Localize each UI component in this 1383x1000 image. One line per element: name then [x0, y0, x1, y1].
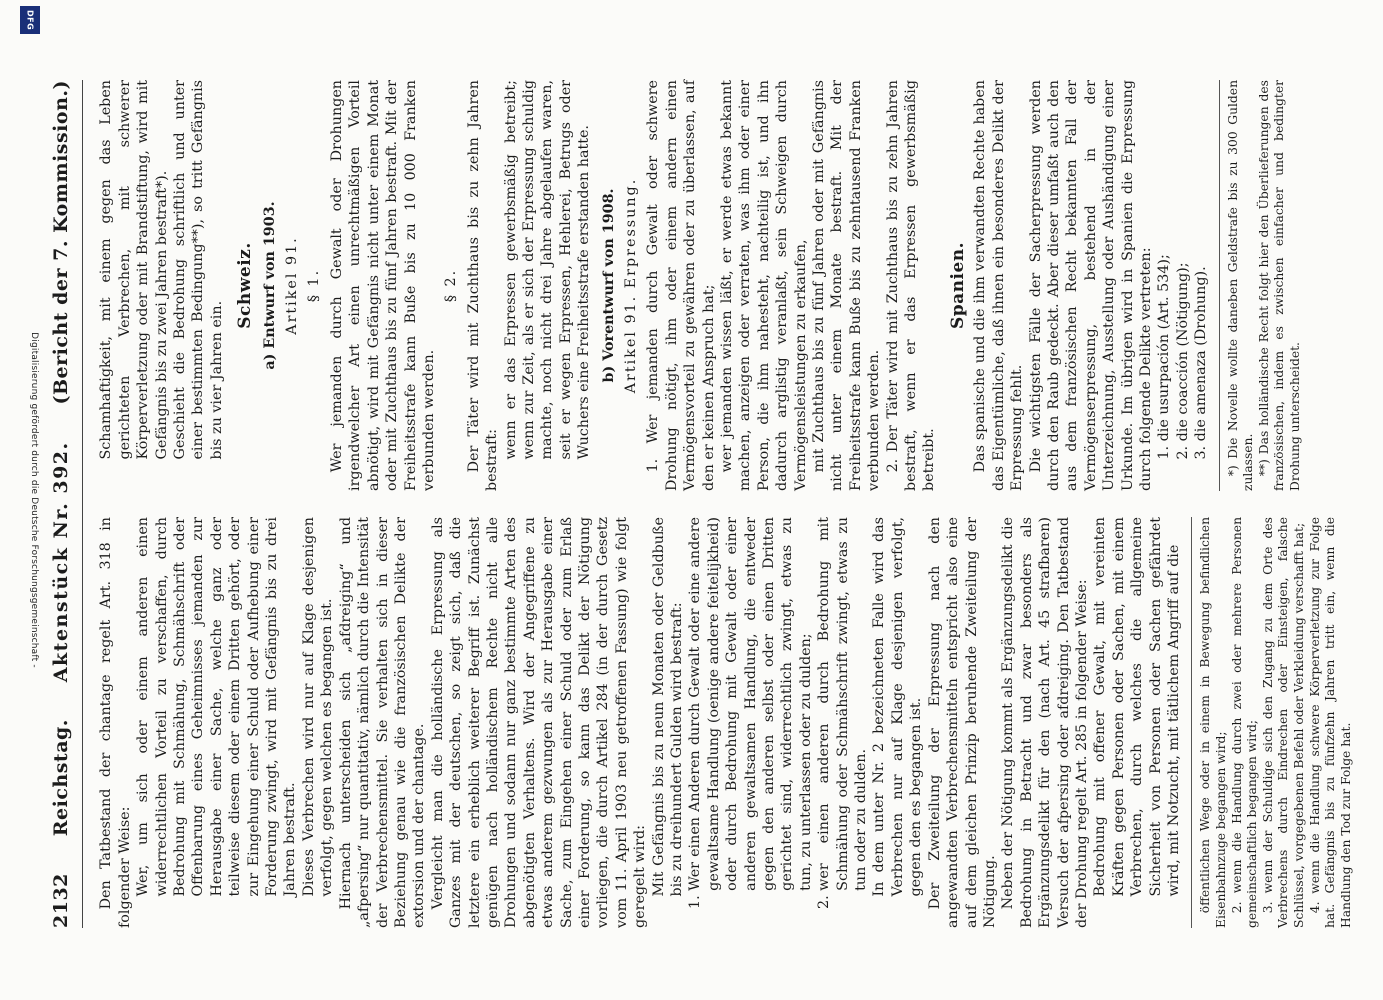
- page-header: [52, 80, 83, 928]
- list-item: 2. wer einen anderen durch Bedrohung mit Schmähung oder Schmähschrift zwingt, etwas zu tun oder zu dulden.: [815, 517, 870, 891]
- paragraph: wer jemanden wissen läßt, er werde etwas bekannt machen, anzeigen oder verraten, was ihm oder einer Person, die ihm nahesteht, nachteilig ist, und ihn dadurch arglistig veranlaßt, sein Schweigen durch Vermögensleistungen zu erkaufen,: [719, 80, 809, 491]
- header-left: Reichstag.: [50, 719, 72, 837]
- subheading-entwurf-1903: a) Entwurf von 1903.: [261, 201, 278, 370]
- paragraph: Den Tatbestand der chantage regelt Art. 318 in folgender Weise:: [98, 517, 133, 928]
- quoted-law: wenn er das Erpressen gewerbsmäßig betreibt; wenn zur Zeit, als er sich der Erpressung schuldig machte, noch nicht drei Jahre abgelaufen waren, seit er wegen Erpressen, Hehlerei, Betrugs oder Wuchers eine Freiheitsstrafe erstanden hatte.: [502, 80, 593, 460]
- article-label: Artikel 91. Erpressung.: [622, 177, 639, 394]
- paragraph: Wer jemanden durch Gewalt oder Drohungen irgendwelcher Art einen unrechtmäßigen Vorteil abnötigt, wird mit Gefängnis nicht unter einem Monat oder mit Zuchthaus bis zu fünf Jahren bestraft. Mit der Freiheitsstrafe kann Buße bis zu 10 000 Franken verbunden werden.: [328, 80, 437, 491]
- quoted-law: Geschieht die Bedrohung schriftlich und unter einer bestimmten Bedingung**), so tritt Gefängnis bis zu vier Jahren ein.: [172, 80, 225, 460]
- paragraph: Vergleicht man die holländische Erpressung als Ganzes mit der deutschen, so zeigt sich, daß die letztere ein erheblich weiterer Begriff ist. Zunächst genügen nach holländischem Rechte nicht alle Drohungen und sodann nur ganz bestimmte Arten des abgenötigten Verhaltens. Wird der Angegriffene zu etwas anderem gezwungen als zur Herausgabe einer Sache, zum Eingehen einer Schuld oder zum Erlaß einer Forderung, so kann das Delikt der Nötigung vorliegen, die durch Artikel 284 (in der durch Gesetz vom 11. April 1903 neu getroffenen Fassung) wie folgt geregelt wird:: [429, 517, 649, 928]
- footnote: 3. wenn der Schuldige sich den Zugang zu dem Orte des Verbrechens durch Eindrechen oder Einsteigen, falsche Schlüssel, vorgegebenen Befehl oder Verkleidung verschafft hat;: [1260, 517, 1306, 928]
- list-item: 3. die amenaza (Drohung).: [1193, 266, 1210, 460]
- paragraph: Der Zweiteilung der Erpressung nach den angewandten Verbrechensmitteln entspricht also eine auf dem gleichen Prinzip beruhende Zweiteilung der Nötigung.: [926, 517, 998, 928]
- left-column: [97, 517, 1353, 928]
- digitization-credit-text: Digitalisierung gefördert durch die Deutsche Forschungsgemeinschaft -: [29, 332, 39, 668]
- right-column: [97, 80, 1302, 491]
- section-heading-spanien: Spanien.: [947, 241, 968, 330]
- footnote: *) Die Novelle wollte daneben Geldstrafe bis zu 300 Gulden zulassen.: [1225, 80, 1256, 491]
- footnote: 2. wenn die Handlung durch zwei oder mehrere Personen gemeinschaftlich begangen wird;: [1229, 517, 1260, 928]
- text-columns: [97, 80, 1353, 928]
- quoted-law: Wer, um sich oder einem anderen einen widerrechtlichen Vorteil zu verschaffen, durch Bedrohung mit Schmähung, Schmähschrift oder Offenbarung eines Geheimnisses jemanden zur Herausgabe einer Sache, welche ganz oder teilweise diesem oder einem Dritten gehört, oder zur Eingehung einer Schuld oder Aufhebung einer Forderung zwingt, wird mit Gefängnis bis zu drei Jahren bestraft.: [135, 517, 299, 897]
- paragraph-number: § 1.: [306, 268, 323, 303]
- dfg-logo: DFG: [20, 6, 40, 34]
- quoted-law: Dieses Verbrechen wird nur auf Klage desjenigen verfolgt, gegen welchen es begangen ist.: [300, 517, 336, 897]
- paragraph: mit Zuchthaus bis zu fünf Jahren oder mit Gefängnis nicht unter einem Monate bestraft. Mit der Freiheitsstrafe kann Buße bis zu zehntausend Franken verbunden werden.: [811, 80, 883, 491]
- paragraph: Hiernach unterscheiden sich „afdreiging“ und „afpersing“ nur quantitativ, nämlich durch die Intensität der Verbrechensmittel. Sie verhalten sich in dieser Beziehung genau wie die französischen Delikte der extorsion und der chantage.: [337, 517, 428, 928]
- paragraph: 1. Wer jemanden durch Gewalt oder schwere Drohung nötigt, ihm oder einem andern einen Vermögensvorteil zu gewähren oder zu überlassen, auf den er keinen Anspruch hat;: [645, 80, 717, 491]
- footnotes: [1191, 517, 1354, 928]
- list-item: 2. die coacción (Nötigung);: [1174, 262, 1191, 460]
- footnote: **) Das holländische Recht folgt hier den Überlieferungen des französischen, indem es zwischen einfacher und bedingter Drohung unterscheidet.: [1256, 80, 1302, 491]
- section-heading-schweiz: Schweiz.: [235, 242, 256, 329]
- list-item: 1. Wer einen Anderen durch Gewalt oder eine andere gewaltsame Handlung (oenige andere feitelijkheid) oder durch Bedrohung mit Gewalt oder einer anderen gewaltsamen Handlung, die entweder gegen den anderen selbst oder einen Dritten gerichtet sind, widerrechtlich zwingt, etwas zu tun, zu unterlassen oder zu dulden;: [686, 517, 815, 891]
- footnote: öffentlichen Wege oder in einem in Bewegung befindlichen Eisenbahnzuge begangen wird;: [1198, 517, 1228, 928]
- subheading-vorentwurf-1908: b) Vorentwurf von 1908.: [600, 188, 617, 383]
- paragraph: Die wichtigsten Fälle der Sacherpressung werden durch den Raub gedeckt. Aber dieser umfaßt auch den aus dem französischen Recht bekannten Fall der Vermögenserpressung, bestehend in der Unterzeichnung, Ausstellung oder Aushändigung einer Urkunde. Im übrigen wird in Spanien die Erpressung durch folgende Delikte vertreten:: [1027, 80, 1154, 491]
- paragraph: Das spanische und die ihm verwandten Rechte haben das Eigentümliche, daß ihnen ein besonderes Delikt der Erpressung fehlt.: [972, 80, 1026, 491]
- paragraph: Der Täter wird mit Zuchthaus bis zu zehn Jahren bestraft:: [465, 80, 501, 491]
- quoted-law: Bedrohung mit offener Gewalt, mit vereinten Kräften gegen Personen oder Sachen, mit einem Verbrechen, durch welches die allgemeine Sicherheit von Personen oder Sachen gefährdet wird, mit Notzucht, mit tätlichem Angriff auf die: [1092, 517, 1182, 897]
- law-list: [686, 517, 870, 928]
- footnote: 4. wenn die Handlung schwere Körperverletzung zur Folge hat. Gefängnis bis zu fünfzehn Jahren tritt ein, wenn die Handlung den Tod zur Folge hat.: [1307, 517, 1353, 928]
- paragraph: Neben der Nötigung kommt als Ergänzungsdelikt die Bedrohung in Betracht und zwar besonders als Ergänzungsdelikt für den (nach Art. 45 strafbaren) Versuch der afpersing oder afdreiging. Den Tatbestand der Drohung regelt Art. 285 in folgender Weise:: [1000, 517, 1090, 928]
- quoted-law: Mit Gefängnis bis zu neun Monaten oder Geldbuße bis zu dreihundert Gulden wird bestraft:: [650, 517, 685, 897]
- quoted-law: In dem unter Nr. 2 bezeichneten Falle wird das Verbrechen nur auf Klage desjenigen verfolgt, gegen den es begangen ist.: [871, 517, 925, 897]
- paragraph-number: § 2.: [443, 268, 460, 303]
- header-right: (Bericht der 7. Kommission.): [50, 80, 72, 405]
- page-number: 2132: [50, 873, 72, 928]
- quoted-law: Schamhaftigkeit, mit einem gegen das Leben gerichteten Verbrechen, mit schwerer Körperverletzung oder mit Brandstiftung, wird mit Gefängnis bis zu zwei Jahren bestraft*).: [98, 80, 170, 460]
- list-item: 1. die usurpación (Art. 534);: [1156, 254, 1173, 460]
- paragraph: 2. Der Täter wird mit Zuchthaus bis zu zehn Jahren bestraft, wenn er das Erpressen gewerbsmäßig betreibt.: [884, 80, 938, 491]
- header-center: Aktenstück Nr. 392.: [50, 441, 72, 683]
- article-label: Artikel 91.: [284, 236, 301, 335]
- footnotes: [1219, 80, 1304, 491]
